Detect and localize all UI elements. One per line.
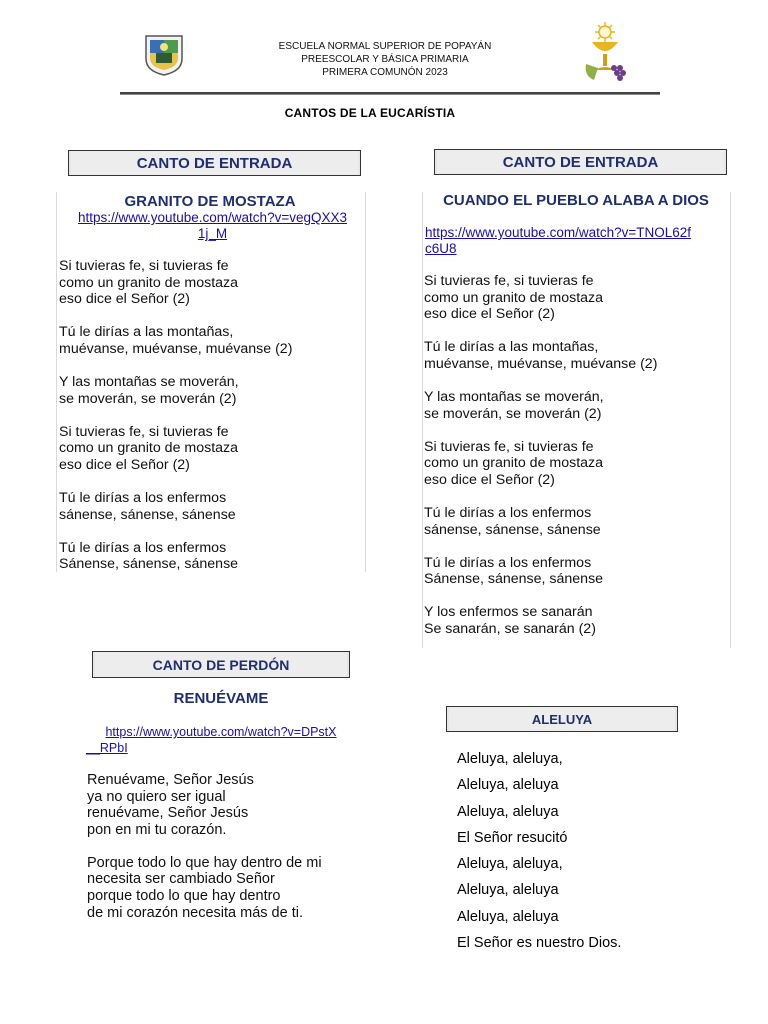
lyrics-line: como un granito de mostaza bbox=[424, 455, 604, 472]
left-song-title: GRANITO DE MOSTAZA bbox=[124, 193, 296, 210]
lyrics-stanza bbox=[59, 424, 292, 474]
lyrics-line: muévanse, muévanse, muévanse (2) bbox=[59, 340, 293, 357]
lyrics-line: Tú le dirías a los enfermos bbox=[424, 504, 592, 521]
aleluya-line: Aleluya, aleluya bbox=[457, 803, 559, 820]
perdon-song-title: RENUÉVAME bbox=[173, 690, 269, 707]
lyrics-line: Sánense, sánense, sánense bbox=[59, 556, 239, 573]
left-column-rule-left bbox=[56, 192, 57, 572]
lyrics-stanza bbox=[59, 258, 292, 308]
perdon-song-lyrics bbox=[87, 772, 322, 938]
header-divider bbox=[120, 92, 660, 95]
left-column-rule-right bbox=[365, 192, 366, 572]
lyrics-line: pon en mi tu corazón. bbox=[87, 821, 227, 838]
right-song-lyrics bbox=[424, 273, 657, 654]
aleluya-line: Aleluya, aleluya, bbox=[457, 751, 563, 767]
lyrics-line: se moverán, se moverán (2) bbox=[424, 405, 602, 422]
lyrics-line: Renuévame, Señor Jesús bbox=[87, 772, 254, 788]
aleluya-line: El Señor resucitó bbox=[457, 829, 568, 846]
lyrics-line: eso dice el Señor (2) bbox=[424, 306, 555, 323]
aleluya-line: El Señor es nuestro Dios. bbox=[457, 935, 622, 952]
lyrics-line: sánense, sánense, sánense bbox=[424, 521, 601, 538]
lyrics-line: Se sanarán, se sanarán (2) bbox=[424, 620, 596, 637]
lyrics-line: renuévame, Señor Jesús bbox=[87, 805, 249, 822]
lyrics-stanza bbox=[424, 555, 657, 588]
right-column-rule-left bbox=[422, 192, 423, 648]
lyrics-line: Tú le dirías a las montañas, bbox=[424, 339, 599, 356]
header-level: PREESCOLAR Y BÁSICA PRIMARIA bbox=[301, 54, 469, 65]
lyrics-line: como un granito de mostaza bbox=[424, 289, 604, 306]
lyrics-line: se moverán, se moverán (2) bbox=[59, 390, 237, 407]
lyrics-stanza bbox=[424, 439, 657, 489]
lyrics-stanza bbox=[424, 389, 657, 422]
aleluya-line: Aleluya, aleluya bbox=[457, 882, 559, 899]
header-event: PRIMERA COMUNÓN 2023 bbox=[322, 67, 448, 78]
right-song-title: CUANDO EL PUEBLO ALABA A DIOS bbox=[443, 192, 709, 209]
lyrics-stanza bbox=[424, 604, 657, 637]
perdon-section-label: CANTO DE PERDÓN bbox=[152, 656, 290, 673]
perdon-song-link-line2[interactable]: __RPbI bbox=[86, 741, 128, 755]
lyrics-line: Porque todo lo que hay dentro de mi bbox=[87, 854, 322, 871]
lyrics-line: Tú le dirías a los enfermos bbox=[59, 539, 227, 556]
lyrics-line: como un granito de mostaza bbox=[59, 274, 239, 291]
right-song-link-line2[interactable]: c6U8 bbox=[425, 241, 457, 256]
lyrics-stanza bbox=[87, 772, 322, 838]
lyrics-line: Tú le dirías a los enfermos bbox=[424, 554, 592, 571]
lyrics-line: Si tuvieras fe, si tuvieras fe bbox=[59, 258, 229, 274]
lyrics-stanza bbox=[424, 339, 657, 372]
left-song-lyrics bbox=[59, 258, 292, 589]
aleluya-lyrics bbox=[457, 751, 621, 961]
aleluya-line: Aleluya, aleluya bbox=[457, 777, 559, 794]
perdon-section-header bbox=[92, 651, 350, 678]
left-song-link-line2[interactable]: 1j_M bbox=[197, 226, 228, 241]
lyrics-stanza bbox=[424, 273, 657, 323]
lyrics-line: eso dice el Señor (2) bbox=[424, 471, 555, 488]
aleluya-line: Aleluya, aleluya bbox=[457, 908, 559, 925]
header-school-name: ESCUELA NORMAL SUPERIOR DE POPAYÁN bbox=[278, 41, 492, 52]
lyrics-line: porque todo lo que hay dentro bbox=[87, 888, 281, 905]
lyrics-stanza bbox=[59, 374, 292, 407]
aleluya-line: Aleluya, aleluya, bbox=[457, 856, 563, 873]
perdon-song-link[interactable] bbox=[86, 724, 356, 756]
perdon-song-link-line1[interactable]: https://www.youtube.com/watch?v=DPstX bbox=[105, 725, 337, 739]
lyrics-line: sánense, sánense, sánense bbox=[59, 506, 236, 523]
lyrics-line: Si tuvieras fe, si tuvieras fe bbox=[424, 438, 594, 455]
left-section-header bbox=[68, 150, 361, 176]
lyrics-line: ya no quiero ser igual bbox=[87, 788, 226, 805]
aleluya-section-label: ALELUYA bbox=[531, 711, 593, 727]
lyrics-line: como un granito de mostaza bbox=[59, 440, 239, 457]
aleluya-section-header bbox=[446, 706, 678, 732]
lyrics-line: Tú le dirías a los enfermos bbox=[59, 489, 227, 506]
document-title: CANTOS DE LA EUCARÍSTIA bbox=[284, 106, 456, 120]
lyrics-line: muévanse, muévanse, muévanse (2) bbox=[424, 355, 658, 372]
lyrics-line: Sánense, sánense, sánense bbox=[424, 571, 604, 588]
left-song-link[interactable] bbox=[60, 210, 365, 242]
lyrics-stanza bbox=[59, 540, 292, 573]
lyrics-line: eso dice el Señor (2) bbox=[59, 456, 190, 473]
right-section-header bbox=[434, 149, 727, 175]
lyrics-line: Si tuvieras fe, si tuvieras fe bbox=[424, 273, 594, 289]
lyrics-stanza bbox=[59, 324, 292, 357]
lyrics-line: eso dice el Señor (2) bbox=[59, 291, 190, 308]
school-shield-logo bbox=[143, 33, 185, 77]
lyrics-stanza bbox=[424, 505, 657, 538]
lyrics-line: Y las montañas se moverán, bbox=[424, 388, 604, 405]
lyrics-line: necesita ser cambiado Señor bbox=[87, 871, 275, 888]
lyrics-line: de mi corazón necesita más de ti. bbox=[87, 904, 303, 921]
document-header bbox=[220, 40, 550, 79]
right-column-rule-right bbox=[730, 192, 731, 648]
right-song-link[interactable] bbox=[425, 225, 691, 257]
lyrics-stanza bbox=[87, 855, 322, 921]
eucharist-chalice-logo bbox=[580, 20, 630, 82]
lyrics-line: Y los enfermos se sanarán bbox=[424, 604, 593, 621]
lyrics-line: Y las montañas se moverán, bbox=[59, 373, 239, 390]
right-section-label: CANTO DE ENTRADA bbox=[502, 153, 659, 171]
left-song-link-line1[interactable]: https://www.youtube.com/watch?v=vegQXX3 bbox=[77, 210, 347, 225]
lyrics-line: Si tuvieras fe, si tuvieras fe bbox=[59, 423, 229, 440]
lyrics-stanza bbox=[59, 490, 292, 523]
lyrics-line: Tú le dirías a las montañas, bbox=[59, 324, 234, 341]
right-song-link-line1[interactable]: https://www.youtube.com/watch?v=TNOL62f bbox=[425, 225, 691, 240]
left-section-label: CANTO DE ENTRADA bbox=[136, 154, 293, 172]
